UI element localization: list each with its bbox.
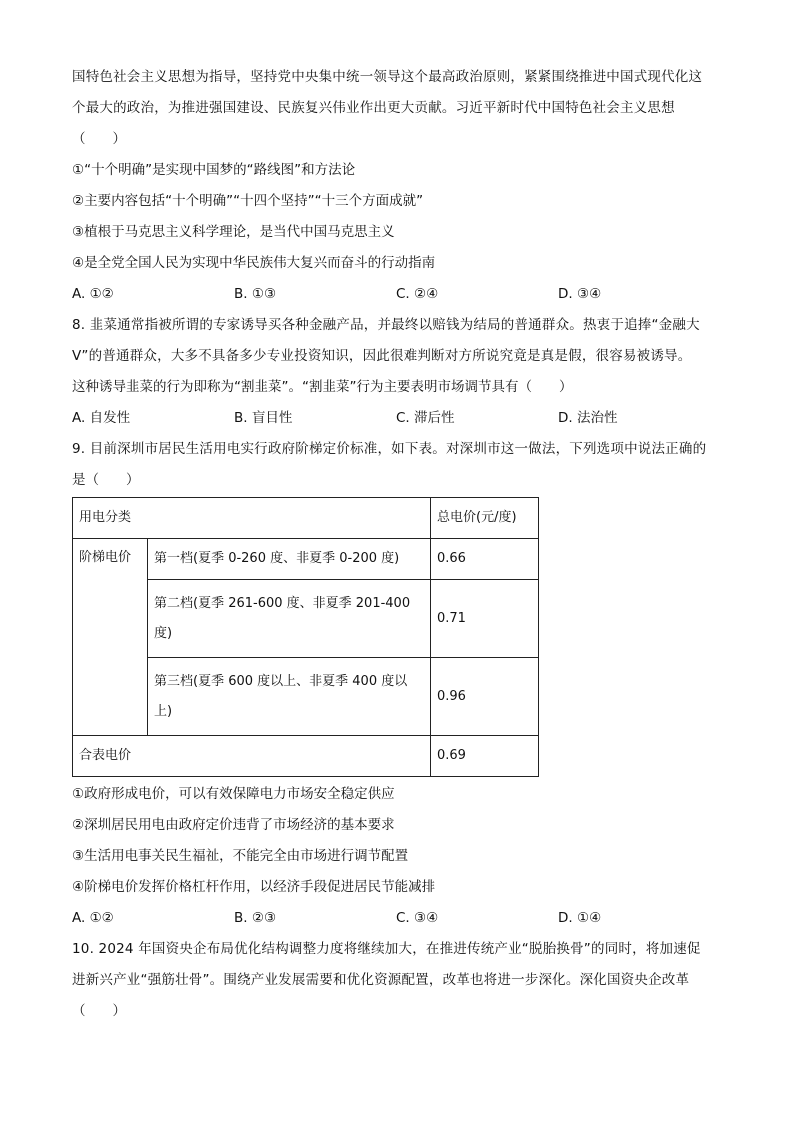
question-9 xyxy=(72,434,732,934)
tier-desc-text: 第二档(夏季 261-600 度、非夏季 201-400 xyxy=(154,595,411,611)
tier-group-label: 阶梯电价 xyxy=(73,539,148,736)
meter-price: 0.69 xyxy=(431,736,539,777)
option-b: B. ①③ xyxy=(234,286,277,302)
tier-desc xyxy=(148,658,431,736)
header-price: 总电价(元/度) xyxy=(431,498,539,539)
tier-desc-text: 第三档(夏季 600 度以上、非夏季 400 度以 xyxy=(154,673,408,689)
electricity-price-table xyxy=(72,497,539,777)
option-d: D. ③④ xyxy=(558,286,602,302)
option-row xyxy=(72,279,732,310)
statement: ④是全党全国人民为实现中华民族伟大复兴而奋斗的行动指南 xyxy=(72,255,436,271)
statement: ③生活用电事关民生福祉，不能完全由市场进行调节配置 xyxy=(72,848,409,864)
tier-price: 0.66 xyxy=(431,539,539,580)
option-d: D. ①④ xyxy=(558,910,602,926)
tier-price: 0.96 xyxy=(431,658,539,736)
answer-blank: （ ） xyxy=(72,131,126,147)
question-8-line: 这种诱导韭菜的行为即称为“割韭菜”。“割韭菜”行为主要表明市场调节具有（ ） xyxy=(72,379,573,395)
tier-desc xyxy=(148,539,431,580)
statement: ①“十个明确”是实现中国梦的“路线图”和方法论 xyxy=(72,162,356,178)
table-header-row xyxy=(73,498,539,539)
option-c: C. ③④ xyxy=(396,910,439,926)
option-d: D. 法治性 xyxy=(558,410,618,426)
question-7 xyxy=(72,62,732,310)
meter-label: 合表电价 xyxy=(73,736,431,777)
tier-desc-text: 上) xyxy=(154,703,173,719)
header-category: 用电分类 xyxy=(73,498,431,539)
question-10 xyxy=(72,934,732,1027)
statement: ②主要内容包括“十个明确”“十四个坚持”“十三个方面成就” xyxy=(72,193,424,209)
option-c: C. 滞后性 xyxy=(396,410,455,426)
statement: ③植根于马克思主义科学理论，是当代中国马克思主义 xyxy=(72,224,395,240)
statement: ②深圳居民用电由政府定价违背了市场经济的基本要求 xyxy=(72,817,395,833)
tier-desc xyxy=(148,580,431,658)
question-9-line: 9. 目前深圳市居民生活用电实行政府阶梯定价标准，如下表。对深圳市这一做法，下列选项中说法正确的 xyxy=(72,441,707,457)
option-a: A. 自发性 xyxy=(72,410,131,426)
table-row xyxy=(73,736,539,777)
tier-price: 0.71 xyxy=(431,580,539,658)
option-row xyxy=(72,903,732,934)
statement: ④阶梯电价发挥价格杠杆作用，以经济手段促进居民节能减排 xyxy=(72,879,436,895)
question-8 xyxy=(72,310,732,434)
question-8-line: V”的普通群众，大多不具备多少专业投资知识，因此很难判断对方所说究竟是真是假，很容易被诱导。 xyxy=(72,348,692,364)
option-a: A. ①② xyxy=(72,910,114,926)
option-c: C. ②④ xyxy=(396,286,439,302)
question-10-line: 进新兴产业“强筋壮骨”。围绕产业发展需要和优化资源配置，改革也将进一步深化。深化国资央企改革 xyxy=(72,972,690,988)
option-row xyxy=(72,403,732,434)
question-8-line: 8. 韭菜通常指被所谓的专家诱导买各种金融产品，并最终以赔钱为结局的普通群众。热衷于追捧“金融大 xyxy=(72,317,700,333)
option-b: B. 盲目性 xyxy=(234,410,293,426)
option-a: A. ①② xyxy=(72,286,114,302)
statement: ①政府形成电价，可以有效保障电力市场安全稳定供应 xyxy=(72,786,395,802)
tier-desc-text: 第一档(夏季 0-260 度、非夏季 0-200 度) xyxy=(154,551,400,566)
exam-page xyxy=(72,62,732,1027)
answer-blank: （ ） xyxy=(72,1003,126,1019)
question-10-line: 10. 2024 年国资央企布局优化结构调整力度将继续加大，在推进传统产业“脱胎换骨”的同时，将加速促 xyxy=(72,941,701,957)
tier-desc-text: 度) xyxy=(154,625,173,641)
question-7-line: 个最大的政治，为推进强国建设、民族复兴伟业作出更大贡献。习近平新时代中国特色社会主义思想 xyxy=(72,100,675,116)
question-7-line: 国特色社会主义思想为指导，坚持党中央集中统一领导这个最高政治原则，紧紧围绕推进中国式现代化这 xyxy=(72,69,703,85)
option-b: B. ②③ xyxy=(234,910,277,926)
question-9-line: 是（ ） xyxy=(72,472,140,488)
table-row xyxy=(73,539,539,580)
